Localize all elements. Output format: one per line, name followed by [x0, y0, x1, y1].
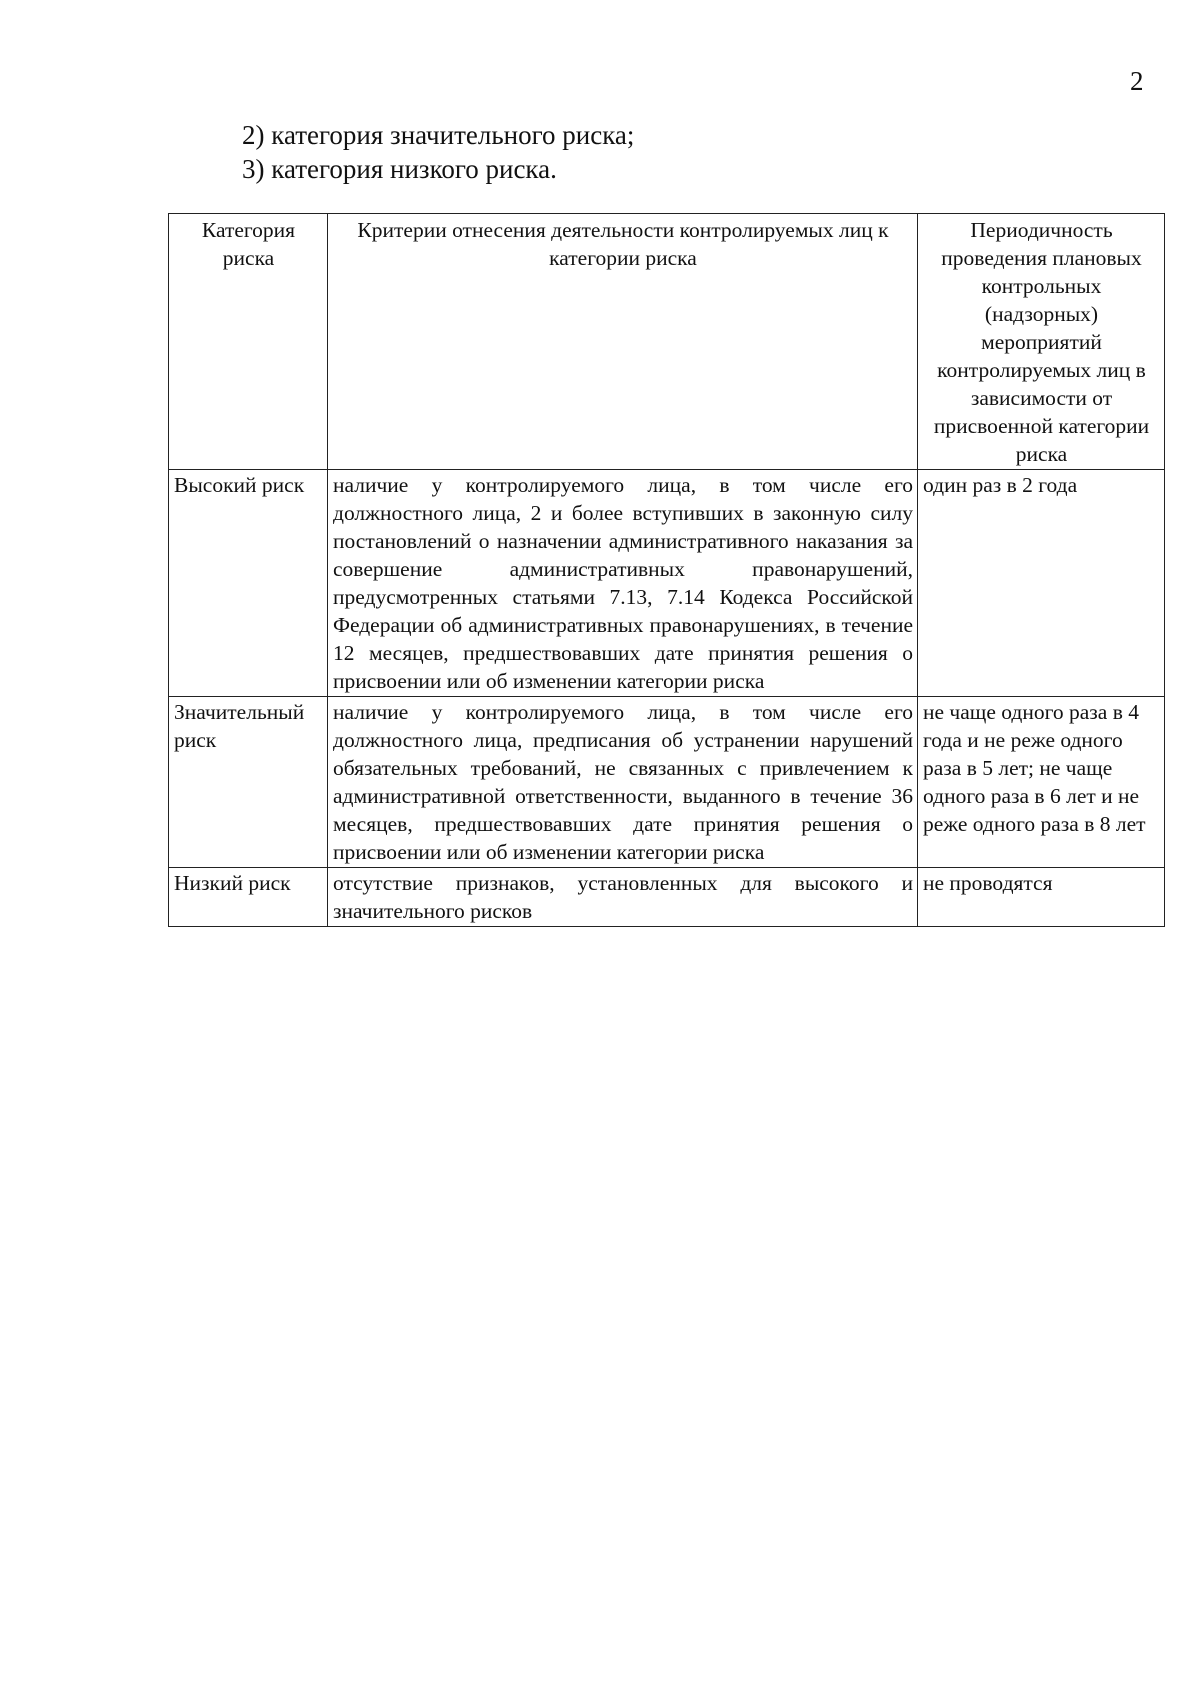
risk-category-list: [242, 118, 634, 186]
page-number: 2: [1130, 66, 1144, 96]
table-row: [169, 697, 1165, 868]
list-item: 2) категория значительного риска;: [242, 120, 635, 150]
header-criteria: Критерии отнесения деятельности контролируемых лиц к категории риска: [328, 214, 918, 470]
cell-category: Значительный риск: [169, 697, 328, 868]
table-row: [169, 868, 1165, 927]
header-periodicity: Периодичность проведения плановых контрольных (надзорных) мероприятий контролируемых лиц в зависимости от присвоенной категории риска: [918, 214, 1165, 470]
cell-category: Низкий риск: [169, 868, 328, 927]
cell-periodicity: один раз в 2 года: [918, 470, 1165, 697]
cell-periodicity: не чаще одного раза в 4 года и не реже одного раза в 5 лет; не чаще одного раза в 6 лет и не реже одного раза в 8 лет: [918, 697, 1165, 868]
table-header-row: [169, 214, 1165, 470]
table-row: [169, 470, 1165, 697]
cell-criteria: наличие у контролируемого лица, в том числе его должностного лица, предписания об устранении нарушений обязательных требований, не связанных с привлечением к административной ответственности, выданного в течение 36 месяцев, предшествовавших дате принятия решения о присвоении или об изменении категории риска: [328, 697, 918, 868]
cell-periodicity: не проводятся: [918, 868, 1165, 927]
list-item: 3) категория низкого риска.: [242, 154, 557, 184]
cell-criteria: наличие у контролируемого лица, в том числе его должностного лица, 2 и более вступивших в законную силу постановлений о назначении административного наказания за совершение административных правонарушений, предусмотренных статьями 7.13, 7.14 Кодекса Российской Федерации об административных правонарушениях, в течение 12 месяцев, предшествовавших дате принятия решения о присвоении или об изменении категории риска: [328, 470, 918, 697]
header-category: Категория риска: [169, 214, 328, 470]
cell-category: Высокий риск: [169, 470, 328, 697]
risk-table: [168, 213, 1165, 927]
cell-criteria: отсутствие признаков, установленных для высокого и значительного рисков: [328, 868, 918, 927]
